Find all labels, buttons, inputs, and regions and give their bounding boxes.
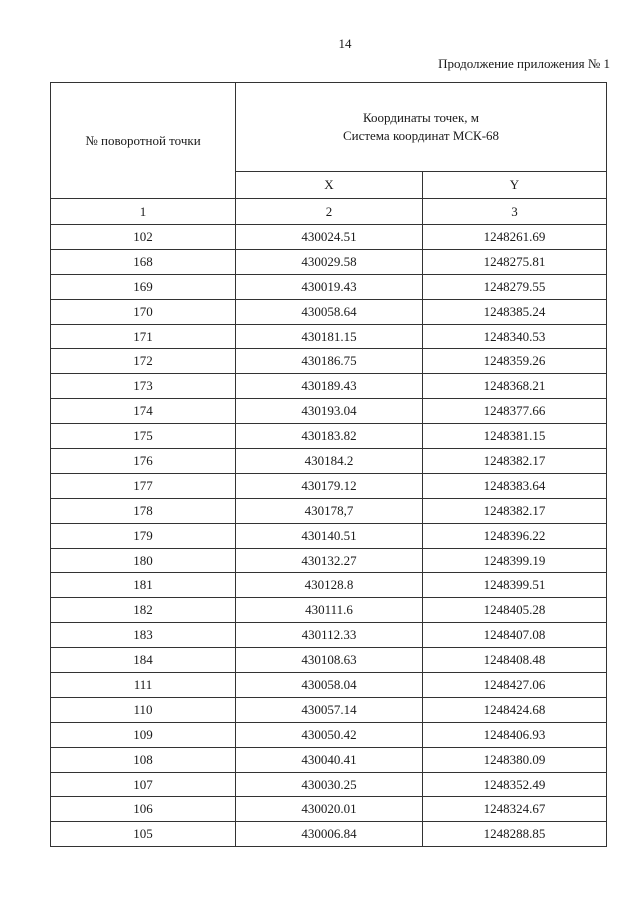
point-cell: 171 xyxy=(51,324,236,349)
x-cell: 430058.04 xyxy=(236,673,423,698)
y-cell: 1248377.66 xyxy=(423,399,607,424)
x-cell: 430186.75 xyxy=(236,349,423,374)
point-cell: 179 xyxy=(51,523,236,548)
table-row xyxy=(51,299,607,324)
point-cell: 168 xyxy=(51,249,236,274)
point-cell: 184 xyxy=(51,648,236,673)
y-cell: 1248324.67 xyxy=(423,797,607,822)
point-cell: 170 xyxy=(51,299,236,324)
header-coordinate-system: Система координат МСК-68 xyxy=(342,128,500,143)
x-cell: 430111.6 xyxy=(236,598,423,623)
table-row xyxy=(51,349,607,374)
table-row xyxy=(51,598,607,623)
point-cell: 175 xyxy=(51,424,236,449)
point-cell: 111 xyxy=(51,673,236,698)
x-cell: 430132.27 xyxy=(236,548,423,573)
y-cell: 1248352.49 xyxy=(423,772,607,797)
x-cell: 430030.25 xyxy=(236,772,423,797)
table-row xyxy=(51,573,607,598)
column-number-2: 2 xyxy=(236,199,423,225)
column-number-3: 3 xyxy=(423,199,607,225)
header-coordinates-group xyxy=(236,83,607,172)
table-row xyxy=(51,473,607,498)
point-cell: 173 xyxy=(51,374,236,399)
header-x: X xyxy=(236,172,423,199)
point-cell: 181 xyxy=(51,573,236,598)
x-cell: 430006.84 xyxy=(236,822,423,847)
y-cell: 1248406.93 xyxy=(423,722,607,747)
x-cell: 430189.43 xyxy=(236,374,423,399)
y-cell: 1248381.15 xyxy=(423,424,607,449)
page-number: 14 xyxy=(338,36,352,51)
y-cell: 1248424.68 xyxy=(423,697,607,722)
point-cell: 169 xyxy=(51,274,236,299)
point-cell: 176 xyxy=(51,449,236,474)
y-cell: 1248288.85 xyxy=(423,822,607,847)
point-cell: 102 xyxy=(51,225,236,250)
y-cell: 1248261.69 xyxy=(423,225,607,250)
table-row xyxy=(51,548,607,573)
y-cell: 1248399.19 xyxy=(423,548,607,573)
table-row xyxy=(51,324,607,349)
table-row xyxy=(51,673,607,698)
table-row xyxy=(51,498,607,523)
table-row xyxy=(51,648,607,673)
point-cell: 172 xyxy=(51,349,236,374)
x-cell: 430108.63 xyxy=(236,648,423,673)
table-row xyxy=(51,225,607,250)
y-cell: 1248399.51 xyxy=(423,573,607,598)
point-cell: 105 xyxy=(51,822,236,847)
point-cell: 178 xyxy=(51,498,236,523)
point-cell: 182 xyxy=(51,598,236,623)
y-cell: 1248385.24 xyxy=(423,299,607,324)
table-row xyxy=(51,249,607,274)
x-cell: 430057.14 xyxy=(236,697,423,722)
y-cell: 1248359.26 xyxy=(423,349,607,374)
x-cell: 430128.8 xyxy=(236,573,423,598)
table-row xyxy=(51,424,607,449)
point-cell: 107 xyxy=(51,772,236,797)
table-row xyxy=(51,274,607,299)
y-cell: 1248408.48 xyxy=(423,648,607,673)
header-coordinates-title: Координаты точек, м xyxy=(362,110,479,125)
x-cell: 430179.12 xyxy=(236,473,423,498)
table-row xyxy=(51,374,607,399)
x-cell: 430178,7 xyxy=(236,498,423,523)
y-cell: 1248380.09 xyxy=(423,747,607,772)
table-row xyxy=(51,772,607,797)
x-cell: 430058.64 xyxy=(236,299,423,324)
x-cell: 430020.01 xyxy=(236,797,423,822)
y-cell: 1248405.28 xyxy=(423,598,607,623)
y-cell: 1248427.06 xyxy=(423,673,607,698)
x-cell: 430050.42 xyxy=(236,722,423,747)
y-cell: 1248275.81 xyxy=(423,249,607,274)
table-row xyxy=(51,797,607,822)
table-row xyxy=(51,623,607,648)
table-row xyxy=(51,747,607,772)
point-cell: 177 xyxy=(51,473,236,498)
y-cell: 1248396.22 xyxy=(423,523,607,548)
point-cell: 106 xyxy=(51,797,236,822)
y-cell: 1248407.08 xyxy=(423,623,607,648)
x-cell: 430019.43 xyxy=(236,274,423,299)
column-number-1: 1 xyxy=(51,199,236,225)
header-point-number: № поворотной точки xyxy=(51,83,236,199)
x-cell: 430184.2 xyxy=(236,449,423,474)
y-cell: 1248279.55 xyxy=(423,274,607,299)
y-cell: 1248382.17 xyxy=(423,449,607,474)
table-row xyxy=(51,449,607,474)
y-cell: 1248368.21 xyxy=(423,374,607,399)
point-cell: 180 xyxy=(51,548,236,573)
x-cell: 430040.41 xyxy=(236,747,423,772)
table-row xyxy=(51,722,607,747)
x-cell: 430181.15 xyxy=(236,324,423,349)
table-row xyxy=(51,822,607,847)
table-row xyxy=(51,399,607,424)
x-cell: 430029.58 xyxy=(236,249,423,274)
continuation-label: Продолжение приложения № 1 xyxy=(438,56,610,71)
point-cell: 183 xyxy=(51,623,236,648)
table-body xyxy=(51,225,607,847)
x-cell: 430183.82 xyxy=(236,424,423,449)
x-cell: 430112.33 xyxy=(236,623,423,648)
x-cell: 430024.51 xyxy=(236,225,423,250)
point-cell: 109 xyxy=(51,722,236,747)
coordinates-table xyxy=(50,82,607,847)
header-y: Y xyxy=(423,172,607,199)
y-cell: 1248382.17 xyxy=(423,498,607,523)
y-cell: 1248340.53 xyxy=(423,324,607,349)
x-cell: 430193.04 xyxy=(236,399,423,424)
x-cell: 430140.51 xyxy=(236,523,423,548)
point-cell: 174 xyxy=(51,399,236,424)
point-cell: 110 xyxy=(51,697,236,722)
point-cell: 108 xyxy=(51,747,236,772)
table-row xyxy=(51,523,607,548)
y-cell: 1248383.64 xyxy=(423,473,607,498)
table-row xyxy=(51,697,607,722)
